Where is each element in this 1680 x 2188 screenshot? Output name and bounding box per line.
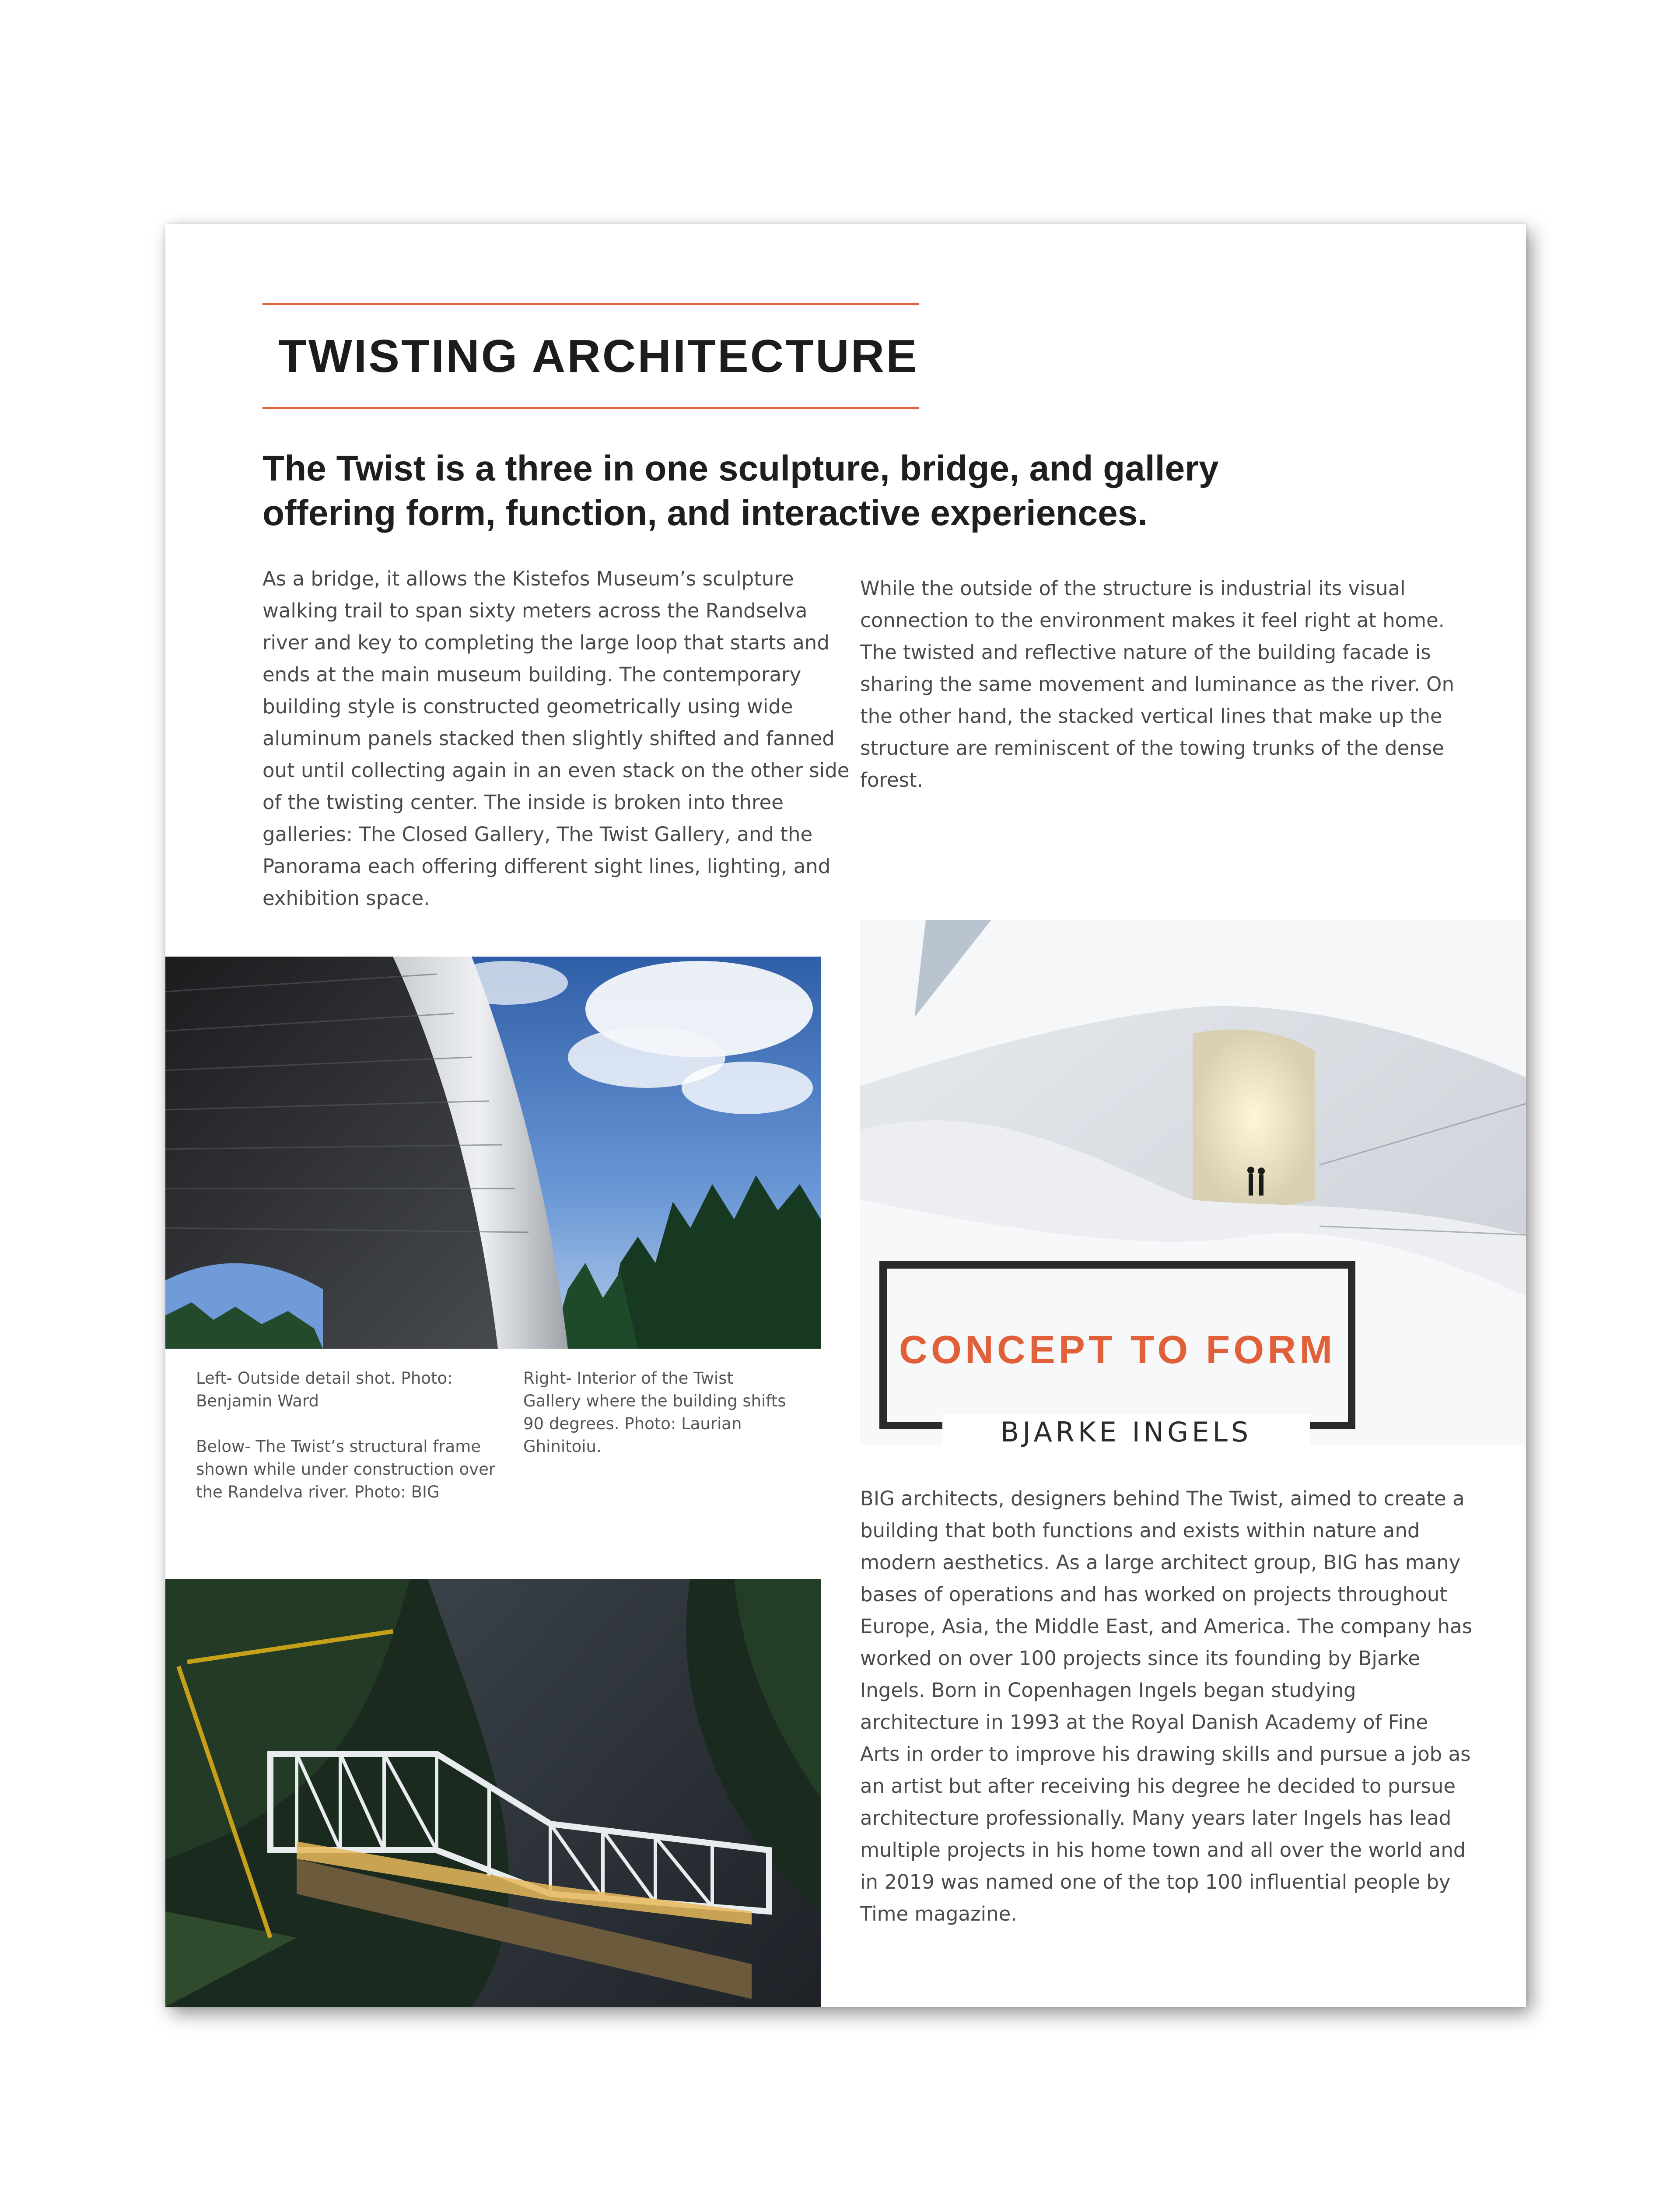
article-subtitle: The Twist is a three in one sculpture, bridge, and gallery offering form, function, and interactive experiences. [262, 449, 1219, 533]
construction-frame-photo [165, 1579, 821, 2007]
caption-exterior: Left- Outside detail shot. Photo: Benjamin Ward [196, 1369, 453, 1410]
caption-interior: Right- Interior of the Twist Gallery where the building shifts 90 degrees. Photo: Laurian Ghinitoiu. [523, 1369, 786, 1456]
paragraph-left: As a bridge, it allows the Kistefos Museum’s sculpture walking trail to span sixty meters across the Randselva river and key to completing the large loop that starts and ends at the main museum building. The contemporary building style is constructed geometrically using wide aluminum panels stacked then slightly shifted and fanned out until collecting again in an even stack on the other side of the twisting center. The inside is broken into three galleries: The Closed Gallery, The Twist Gallery, and the Panorama each offering different sight lines, lighting, and exhibition space. [262, 567, 850, 910]
paragraph-right: While the outside of the structure is industrial its visual connection to the environment makes it feel right at home. The twisted and reflective nature of the building facade is sharing the same movement and luminance as the river. On the other hand, the stacked vertical lines that make up the structure are reminiscent of the towing trunks of the dense forest. [860, 577, 1454, 792]
title-rule-bottom [262, 407, 919, 409]
concept-title: CONCEPT TO FORM [899, 1328, 1336, 1372]
magazine-page [165, 224, 1526, 2007]
exterior-detail-photo [165, 957, 821, 1349]
article-title: TWISTING ARCHITECTURE [278, 330, 919, 382]
title-rule-top [262, 303, 919, 305]
bio-paragraph: BIG architects, designers behind The Twist, aimed to create a building that both functions and exists within nature and modern aesthetics. As a large architect group, BIG has many bases of operations and has worked on projects throughout Europe, Asia, the Middle East, and America. The company has worked on over 100 projects since its founding by Bjarke Ingels. Born in Copenhagen Ingels began studying architecture in 1993 at the Royal Danish Academy of Fine Arts in order to improve his drawing skills and pursue a job as an artist but after receiving his degree he decided to pursue architecture professionally. Many years later Ingels has lead multiple projects in his home town and all over the world and in 2019 was named one of the top 100 influential people by Time magazine. [860, 1487, 1473, 1925]
caption-construction: Below- The Twist’s structural frame shown while under construction over the Randelva river. Photo: BIG [196, 1437, 496, 1501]
concept-subtitle: BJARKE INGELS [1000, 1416, 1252, 1448]
